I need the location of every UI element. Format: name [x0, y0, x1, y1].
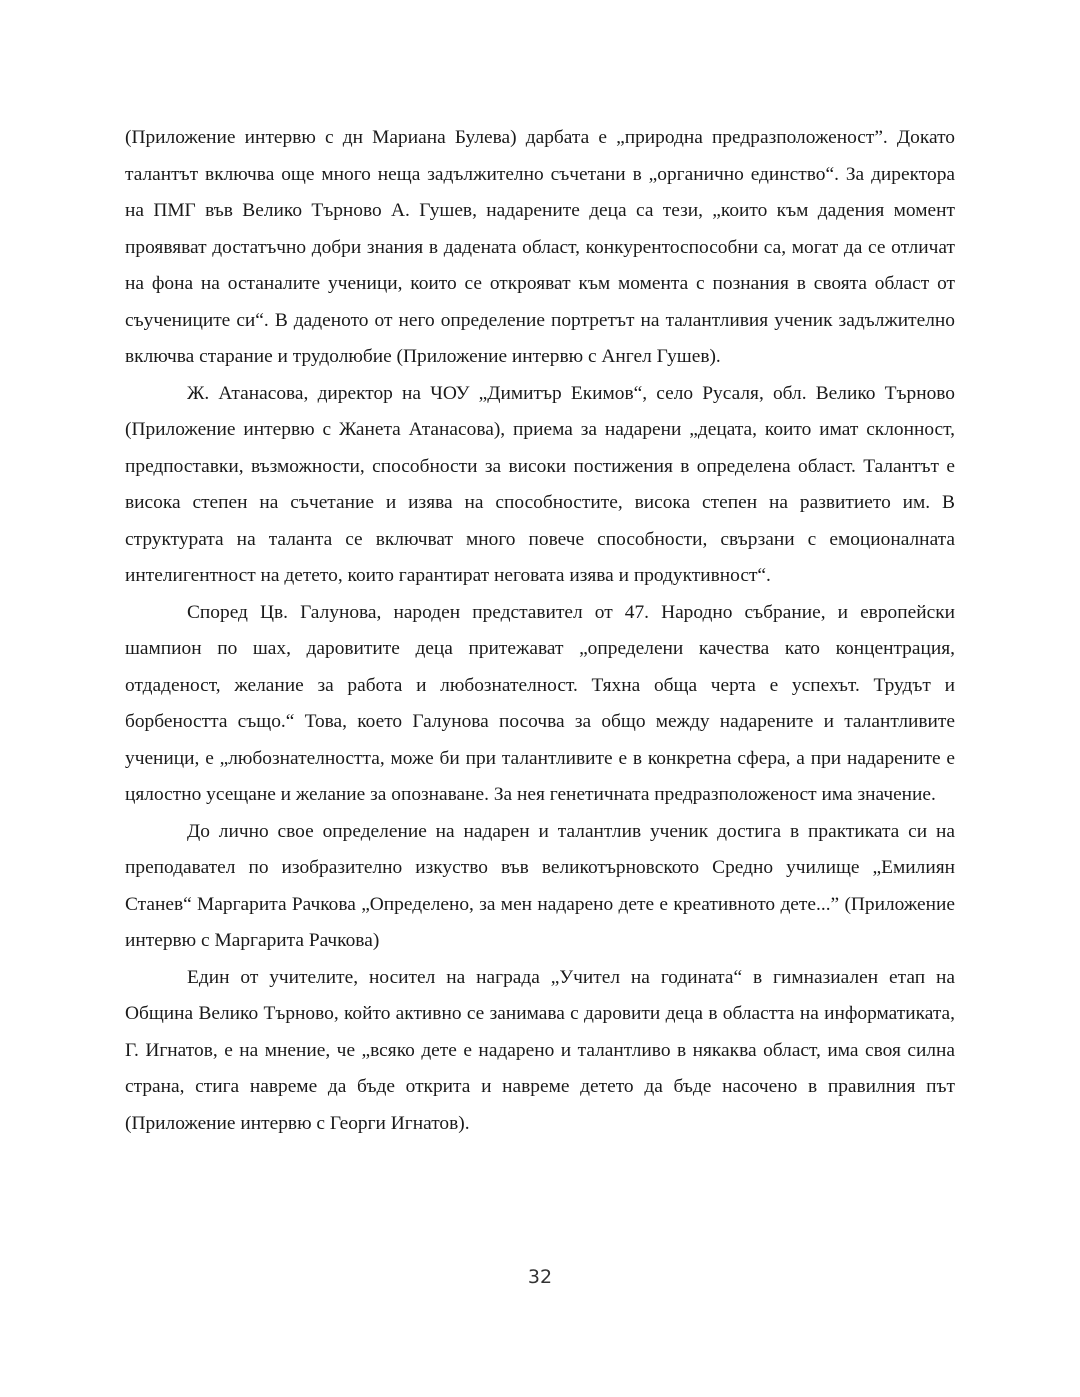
paragraph-galunova: Според Цв. Галунова, народен представител от 47. Народно събрание, и европейски шампион по шах, даровитите деца притежават „определени качества като концентрация, отдаденост, желание за работа и любознателност. Тяхна обща черта е успехът. Трудът и борбеността също.“ Това, което Галунова посочва за общо между надарените и талантливите ученици, е „любознателността, може би при талантливите е в конкретна сфера, а при надарените е цялостно усещане и желание за опознаване. За нея генетичната предразположеност има значение. [125, 601, 955, 805]
paragraph-rachkova: До лично свое определение на надарен и талантлив ученик достига в практиката си на преподавател по изобразително изкуство във великотърновското Средно училище „Емилиян Станев“ Маргарита Рачкова „Определено, за мен надарено дете е креативното дете...” (Приложение интервю с Маргарита Рачкова) [125, 820, 955, 951]
page-number: 32 [527, 1266, 553, 1288]
paragraph-ignatov: Един от учителите, носител на награда „Учител на годината“ в гимназиален етап на Община Велико Търново, който активно се занимава с даровити деца в областта на информатиката, Г. Игнатов, е на мнение, че „всяко дете е надарено и талантливо в някаква област, има своя силна страна, стига навреме да бъде открита и навреме детето да бъде насочено в правилния път (Приложение интервю с Георги Игнатов). [125, 966, 955, 1134]
paragraph-continuation: (Приложение интервю с дн Мариана Булева) дарбата е „природна предразположеност”. Докато талантът включва още много неща задължително съчетани в „органично единство“. За директора на ПМГ във Велико Търново А. Гушев, надарените деца са тези, „които към дадения момент проявяват достатъчно добри знания в дадената област, конкурентоспособни са, могат да се отличат на фона на останалите ученици, които се открояват към момента с познания в своята област от съучениците си“. В даденото от него определение портретът на талантливия ученик задължително включва старание и трудолюбие (Приложение интервю с Ангел Гушев). [125, 127, 955, 367]
paragraph-atanasova: Ж. Атанасова, директор на ЧОУ „Димитър Екимов“, село Русаля, обл. Велико Търново (Приложение интервю с Жанета Атанасова), приема за надарени „децата, които имат склонност, предпоставки, възможности, способности за високи постижения в определена област. Талантът е висока степен на съчетание и изява на способностите, висока степен на развитието им. В структурата на таланта се включват много повече способности, свързани с емоционалната интелигентност на детето, които гарантират неговата изява и продуктивност“. [125, 382, 955, 586]
body-text [125, 120, 955, 1142]
